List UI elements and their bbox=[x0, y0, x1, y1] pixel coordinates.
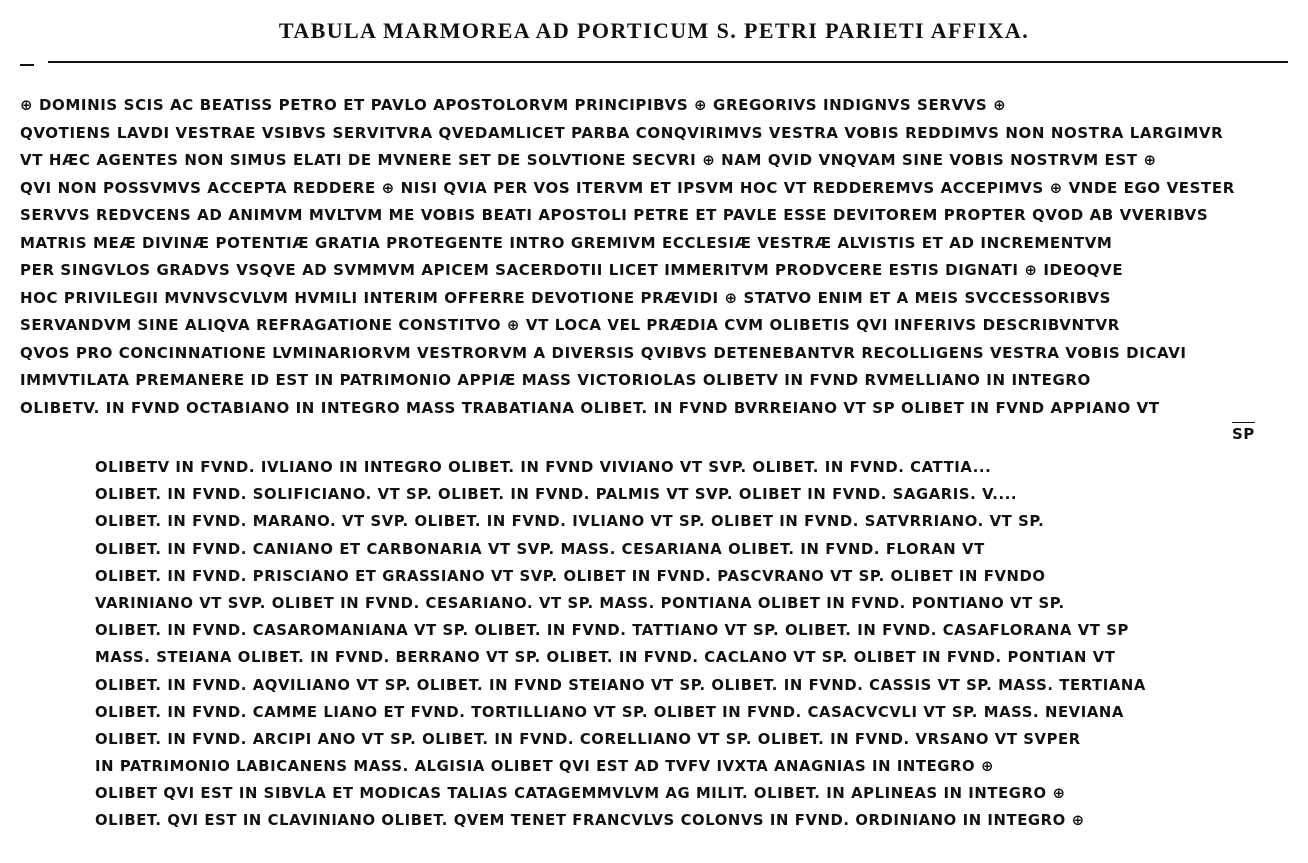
inscription-line: VARINIANO VT SVP. OLIBET IN FVND. CESARIANO. VT SP. MASS. PONTIANA OLIBET IN FVND. PONTIANO VT SP. bbox=[95, 594, 1065, 612]
inscription-line: IN PATRIMONIO LABICANENS MASS. ALGISIA OLIBET QVI EST AD TVFV IVXTA ANAGNIAS IN INTEGRO ⊕ bbox=[95, 758, 994, 776]
inscription-line: QVI NON POSSVMVS ACCEPTA REDDERE ⊕ NISI QVIA PER VOS ITERVM ET IPSVM HOC VT REDDEREMVS ACCEPIMVS ⊕ VNDE EGO VESTER bbox=[20, 178, 1235, 197]
inscription-line: VT HÆC AGENTES NON SIMUS ELATI DE MVNERE SET DE SOLVTIONE SECVRI ⊕ NAM QVID VNQVAM SINE VOBIS NOSTRVM EST ⊕ bbox=[20, 151, 1157, 169]
inscription-line: OLIBET. IN FVND. PRISCIANO ET GRASSIANO VT SVP. OLIBET IN FVND. PASCVRANO VT SP. OLIBET IN FVNDO bbox=[95, 567, 1046, 585]
inscription-line: ⊕ DOMINIS SCIS AC BEATISS PETRO ET PAVLO APOSTOLORVM PRINCIPIBVS ⊕ GREGORIVS INDIGNVS SERVVS ⊕ bbox=[20, 96, 1007, 114]
title-rule bbox=[48, 61, 1288, 63]
inscription-line: OLIBET. IN FVND. CANIANO ET CARBONARIA VT SVP. MASS. CESARIANA OLIBET. IN FVND. FLORAN VT bbox=[95, 540, 985, 558]
inscription-line: OLIBET. IN FVND. SOLIFICIANO. VT SP. OLIBET. IN FVND. PALMIS VT SVP. OLIBET IN FVND. SAGARIS. V.... bbox=[95, 486, 1018, 504]
page-title: TABULA MARMOREA AD PORTICUM S. PETRI PARIETI AFFIXA. bbox=[278, 18, 1030, 43]
inscription-line: MATRIS MEÆ DIVINÆ POTENTIÆ GRATIA PROTEGENTE INTRO GREMIVM ECCLESIÆ VESTRÆ ALVISTIS ET AD INCREMENTVM bbox=[20, 233, 1113, 252]
inscription-block bbox=[20, 92, 1288, 422]
inscription-line: OLIBETV IN FVND. IVLIANO IN INTEGRO OLIBET. IN FVND VIVIANO VT SVP. OLIBET. IN FVND. CATTIA... bbox=[95, 459, 992, 476]
inscription-line: IMMVTILATA PREMANERE ID EST IN PATRIMONIO APPIÆ MASS VICTORIOLAS OLIBETV IN FVND RVMELLIANO IN INTEGRO bbox=[20, 371, 1091, 389]
inscription-note: SP bbox=[1232, 422, 1255, 444]
inscription-line: QVOTIENS LAVDI VESTRAE VSIBVS SERVITVRA QVEDAMLICET PARBA CONQVIRIMVS VESTRA VOBIS REDDIMVS NON NOSTRA LARGIMVR bbox=[20, 123, 1224, 142]
inscription-line: OLIBET. IN FVND. CAMME LIANO ET FVND. TORTILLIANO VT SP. OLIBET IN FVND. CASACVCVLI VT SP. MASS. NEVIANA bbox=[95, 703, 1124, 721]
inscription-line: OLIBET QVI EST IN SIBVLA ET MODICAS TALIAS CATAGEMMVLVM AG MILIT. OLIBET. IN APLINEAS IN INTEGRO ⊕ bbox=[95, 785, 1066, 803]
inscription-line: OLIBET. QVI EST IN CLAVINIANO OLIBET. QVEM TENET FRANCVLVS COLONVS IN FVND. ORDINIANO IN INTEGRO ⊕ bbox=[95, 812, 1085, 830]
inscription-line: MASS. STEIANA OLIBET. IN FVND. BERRANO VT SP. OLIBET. IN FVND. CACLANO VT SP. OLIBET IN FVND. PONTIAN VT bbox=[95, 649, 1116, 667]
inscription-line: SERVVS REDVCENS AD ANIMVM MVLTVM ME VOBIS BEATI APOSTOLI PETRE ET PAVLE ESSE DEVITOREM PROPTER QVOD AB VVERIBVS bbox=[20, 206, 1209, 224]
title-rule-short bbox=[20, 64, 34, 66]
inscription-line: OLIBET. IN FVND. ARCIPI ANO VT SP. OLIBET. IN FVND. CORELLIANO VT SP. OLIBET. IN FVND. VRSANO VT SVPER bbox=[95, 730, 1081, 748]
inscription-line: OLIBET. IN FVND. MARANO. VT SVP. OLIBET. IN FVND. IVLIANO VT SP. OLIBET IN FVND. SATVRRIANO. VT SP. bbox=[95, 513, 1045, 531]
inscription-line: QVOS PRO CONCINNATIONE LVMINARIORVM VESTRORVM A DIVERSIS QVIBVS DETENEBANTVR RECOLLIGENS VESTRA VOBIS DICAVI bbox=[20, 343, 1187, 362]
inscription-line: OLIBET. IN FVND. AQVILIANO VT SP. OLIBET. IN FVND STEIANO VT SP. OLIBET. IN FVND. CASSIS VT SP. MASS. TERTIANA bbox=[95, 676, 1146, 694]
inscription-line: HOC PRIVILEGII MVNVSCVLVM HVMILI INTERIM OFFERRE DEVOTIONE PRÆVIDI ⊕ STATVO ENIM ET A MEIS SVCCESSORIBVS bbox=[20, 288, 1111, 307]
inscription-line: OLIBETV. IN FVND OCTABIANO IN INTEGRO MASS TRABATIANA OLIBET. IN FVND BVRREIANO VT SP OLIBET IN FVND APPIANO VT bbox=[20, 398, 1160, 417]
inscription-line: OLIBET. IN FVND. CASAROMANIANA VT SP. OLIBET. IN FVND. TATTIANO VT SP. OLIBET. IN FVND. CASAFLORANA VT SP bbox=[95, 622, 1129, 640]
inscription-block-continued bbox=[95, 454, 1245, 835]
inscription-line: PER SINGVLOS GRADVS VSQVE AD SVMMVM APICEM SACERDOTII LICET IMMERITVM PRODVCERE ESTIS DIGNATI ⊕ IDEOQVE bbox=[20, 261, 1124, 279]
inscription-line: SERVANDVM SINE ALIQVA REFRAGATIONE CONSTITVO ⊕ VT LOCA VEL PRÆDIA CVM OLIBETIS QVI INFERIVS DESCRIBVNTVR bbox=[20, 316, 1120, 334]
